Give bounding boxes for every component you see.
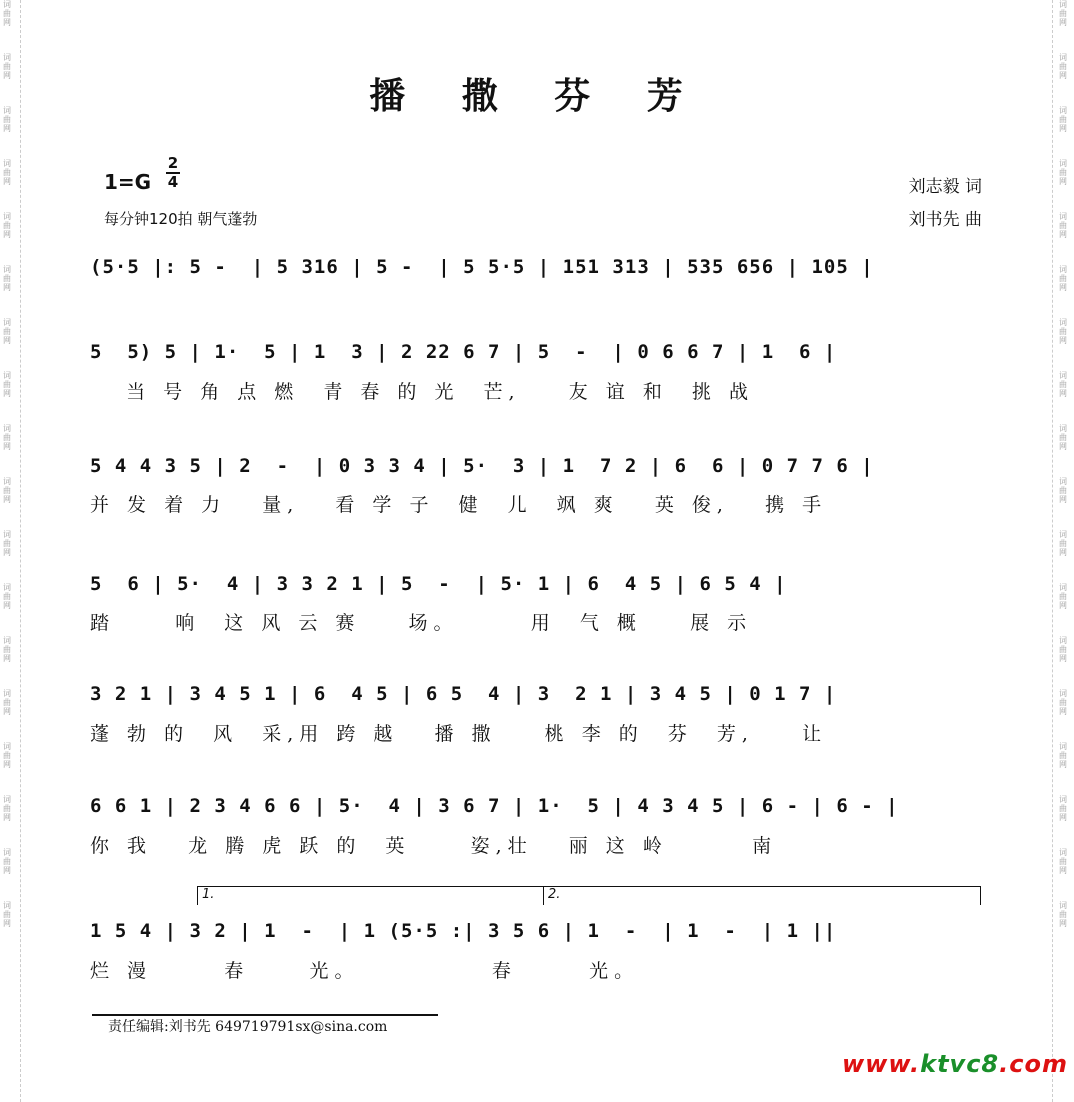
watermark-right — [1056, 0, 1074, 1102]
watermark-text: 词曲网 — [3, 848, 11, 875]
watermark-text: 词曲网 — [1059, 848, 1067, 875]
site-suffix: .com — [999, 1050, 1068, 1078]
staff-notes-2: 5 5) 5 | 1· 5 | 1 3 | 2 22 6 7 | 5 - | 0 6 6 7 | 1 6 | — [90, 341, 837, 363]
composer-credit: 刘书先 曲 — [908, 210, 982, 230]
watermark-text: 词曲网 — [3, 53, 11, 80]
editor-credit: 责任编辑:刘书先 649719791sx@sina.com — [108, 1019, 388, 1035]
watermark-text: 词曲网 — [1059, 265, 1067, 292]
lyricist-credit: 刘志毅 词 — [908, 177, 982, 197]
watermark-text: 词曲网 — [1059, 530, 1067, 557]
staff-lyrics-5: 蓬 勃 的 风 采,用 跨 越 播 撒 桃 李 的 芬 芳, 让 — [90, 723, 828, 745]
watermark-text: 词曲网 — [1059, 424, 1067, 451]
staff-notes-3: 5 4 4 3 5 | 2 - | 0 3 3 4 | 5· 3 | 1 7 2 | 6 6 | 0 7 7 6 | — [90, 455, 874, 477]
watermark-text: 词曲网 — [3, 318, 11, 345]
watermark-text: 词曲网 — [3, 901, 11, 928]
staff-lyrics-4: 踏 响 这 风 云 赛 场。 用 气 概 展 示 — [90, 612, 753, 634]
watermark-text: 词曲网 — [3, 212, 11, 239]
first-ending-bracket: 1. — [197, 886, 544, 905]
watermark-text: 词曲网 — [3, 106, 11, 133]
site-prefix: www. — [842, 1050, 921, 1078]
watermark-text: 词曲网 — [1059, 477, 1067, 504]
staff-lyrics-7: 烂 漫 春 光。 春 光。 — [90, 960, 640, 982]
watermark-text: 词曲网 — [1059, 636, 1067, 663]
watermark-text: 词曲网 — [3, 159, 11, 186]
watermark-text: 词曲网 — [3, 477, 11, 504]
volta-brackets — [197, 886, 979, 906]
time-signature-top: 2 — [167, 154, 179, 172]
site-highlight: ktvc8 — [920, 1050, 1000, 1078]
watermark-text: 词曲网 — [3, 795, 11, 822]
watermark-text: 词曲网 — [1059, 53, 1067, 80]
margin-line-left — [20, 0, 21, 1102]
watermark-text: 词曲网 — [1059, 371, 1067, 398]
watermark-left — [0, 0, 18, 1102]
staff-lyrics-3: 并 发 着 力 量, 看 学 子 健 儿 飒 爽 英 俊, 携 手 — [90, 494, 828, 516]
time-signature — [166, 156, 180, 190]
staff-notes-6: 6 6 1 | 2 3 4 6 6 | 5· 4 | 3 6 7 | 1· 5 | 4 3 4 5 | 6 - | 6 - | — [90, 795, 899, 817]
staff-notes-7: 1 5 4 | 3 2 | 1 - | 1 (5·5 :| 3 5 6 | 1 - | 1 - | 1 || — [90, 920, 837, 942]
song-title: 播 撒 芬 芳 — [369, 75, 705, 117]
watermark-text: 词曲网 — [1059, 0, 1067, 27]
watermark-text: 词曲网 — [3, 0, 11, 27]
staff-notes-4: 5 6 | 5· 4 | 3 3 2 1 | 5 - | 5· 1 | 6 4 5 | 6 5 4 | — [90, 573, 787, 595]
watermark-text: 词曲网 — [1059, 159, 1067, 186]
watermark-text: 词曲网 — [3, 689, 11, 716]
watermark-text: 词曲网 — [1059, 689, 1067, 716]
site-watermark — [842, 1050, 1068, 1078]
staff-lyrics-6: 你 我 龙 腾 虎 跃 的 英 姿,壮 丽 这 岭 南 — [90, 835, 778, 857]
watermark-text: 词曲网 — [1059, 583, 1067, 610]
staff-lyrics-2: 当 号 角 点 燃 青 春 的 光 芒, 友 谊 和 挑 战 — [90, 381, 754, 403]
watermark-text: 词曲网 — [1059, 742, 1067, 769]
watermark-text: 词曲网 — [1059, 212, 1067, 239]
watermark-text: 词曲网 — [3, 742, 11, 769]
second-ending-bracket: 2. — [543, 886, 981, 905]
watermark-text: 词曲网 — [1059, 318, 1067, 345]
watermark-text: 词曲网 — [3, 636, 11, 663]
watermark-text: 词曲网 — [3, 583, 11, 610]
watermark-text: 词曲网 — [1059, 901, 1067, 928]
margin-line-right — [1052, 0, 1053, 1102]
time-signature-bottom: 4 — [167, 173, 179, 191]
staff-notes-5: 3 2 1 | 3 4 5 1 | 6 4 5 | 6 5 4 | 3 2 1 | 3 4 5 | 0 1 7 | — [90, 683, 837, 705]
key-signature: 1=G — [104, 170, 152, 194]
watermark-text: 词曲网 — [3, 530, 11, 557]
watermark-text: 词曲网 — [1059, 106, 1067, 133]
tempo-marking: 每分钟120拍 朝气蓬勃 — [104, 210, 258, 228]
watermark-text: 词曲网 — [3, 265, 11, 292]
watermark-text: 词曲网 — [3, 371, 11, 398]
watermark-text: 词曲网 — [1059, 795, 1067, 822]
staff-notes-1: (5·5 |: 5 - | 5 316 | 5 - | 5 5·5 | 151 313 | 535 656 | 105 | — [90, 256, 874, 278]
watermark-text: 词曲网 — [3, 424, 11, 451]
